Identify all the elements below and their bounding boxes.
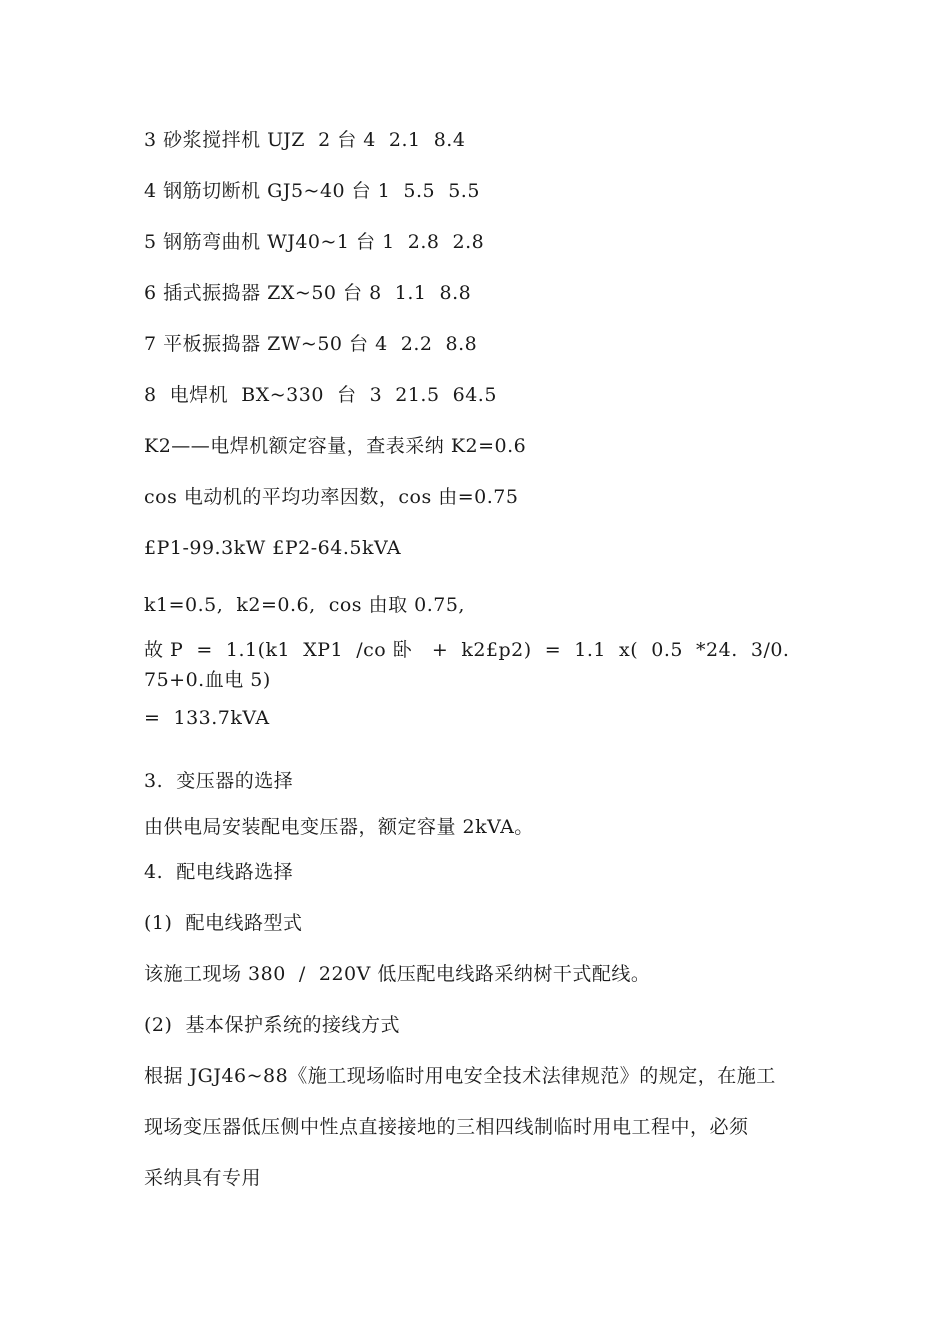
subsection-1-heading: (1) 配电线路型式 <box>144 912 303 934</box>
paragraph-line: 现场变压器低压侧中性点直接接地的三相四线制临时用电工程中，必须 <box>144 1116 749 1138</box>
equipment-row: 7 平板振捣器 ZW~50 台 4 2.2 8.8 <box>144 333 478 355</box>
cos-note: cos 电动机的平均功率因数，cos 由=0.75 <box>144 486 519 508</box>
section-4-heading: 4. 配电线路选择 <box>144 861 294 883</box>
k2-note: K2——电焊机额定容量，查表采纳 K2=0.6 <box>144 435 527 457</box>
equipment-row: 4 钢筋切断机 GJ5~40 台 1 5.5 5.5 <box>144 180 480 202</box>
equipment-row: 5 钢筋弯曲机 WJ40~1 台 1 2.8 2.8 <box>144 231 485 253</box>
section-3-text: 由供电局安装配电变压器，额定容量 2kVA。 <box>144 816 534 838</box>
equipment-row: 6 插式振捣器 ZX~50 台 8 1.1 8.8 <box>144 282 472 304</box>
subsection-2-heading: (2) 基本保护系统的接线方式 <box>144 1014 400 1036</box>
subsection-1-text: 该施工现场 380 / 220V 低压配电线路采纳树干式配线。 <box>144 963 651 985</box>
paragraph-line: 根据 JGJ46~88《施工现场临时用电安全技术法律规范》的规定，在施工 <box>144 1065 776 1087</box>
section-3-heading: 3. 变压器的选择 <box>144 770 294 792</box>
coefficients-line: k1=0.5, k2=0.6, cos 由取 0.75, <box>144 594 465 616</box>
result-line: = 133.7kVA <box>144 707 270 729</box>
formula-paragraph: 故 P = 1.1(k1 XP1 /co 卧 + k2£p2) = 1.1 x( 0.5 *24. 3/0. 75+0.血电 5) <box>144 639 790 691</box>
sum-note: £P1-99.3kW £P2-64.5kVA <box>144 537 402 559</box>
equipment-row: 3 砂浆搅拌机 UJZ 2 台 4 2.1 8.4 <box>144 129 466 151</box>
equipment-row: 8 电焊机 BX~330 台 3 21.5 64.5 <box>144 384 497 406</box>
paragraph-line: 采纳具有专用 <box>144 1167 262 1189</box>
